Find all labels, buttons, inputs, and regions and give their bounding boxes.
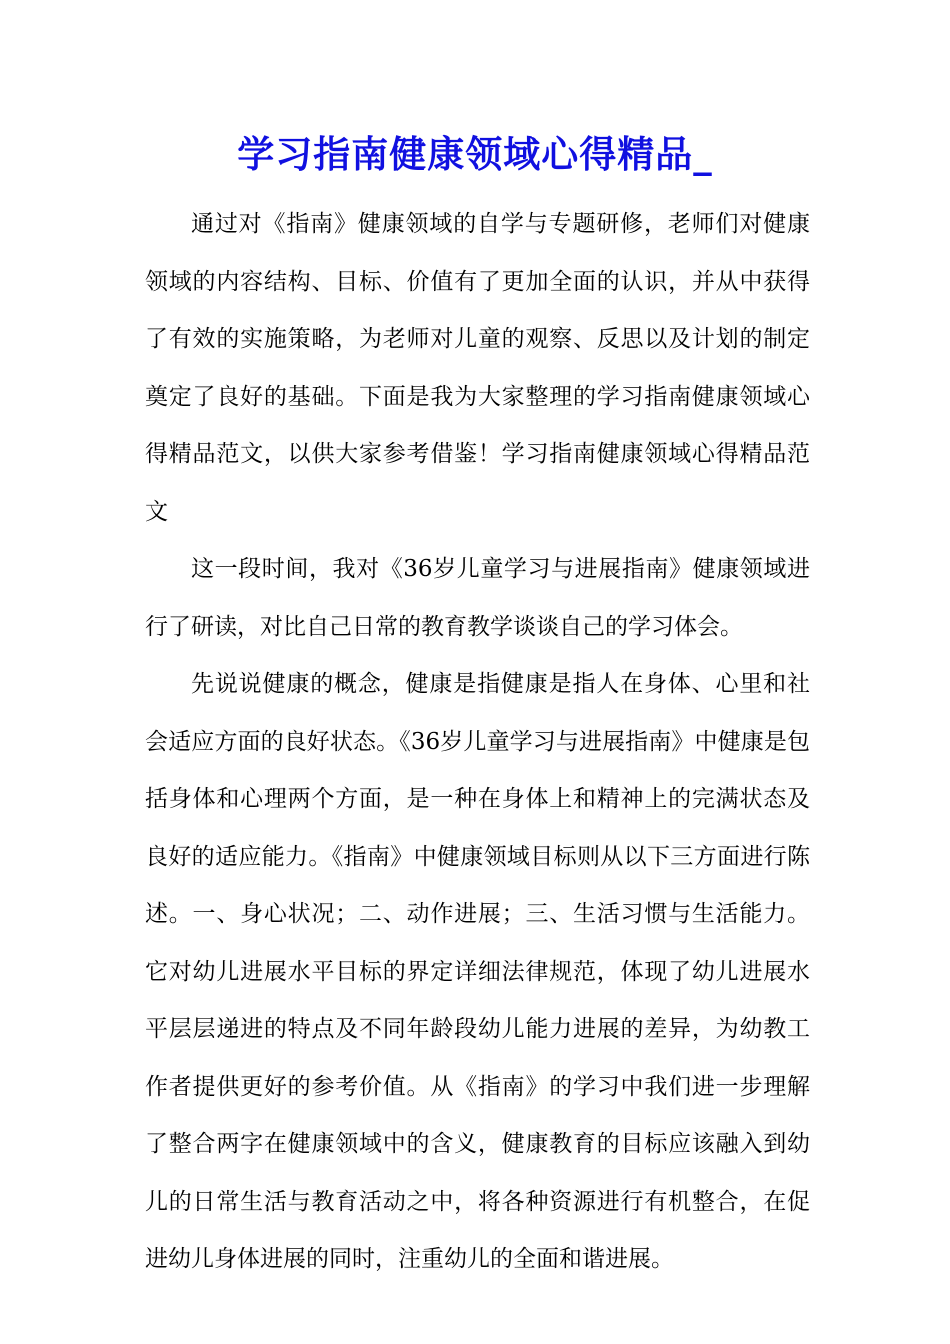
document-body — [145, 196, 810, 1289]
paragraph-health-concept: 先说说健康的概念，健康是指健康是指人在身体、心里和社会适应方面的良好状态。《36岁儿童学习与进展指南》中健康是包括身体和心理两个方面，是一种在身体上和精神上的完满状态及良好的适应能力。《指南》中健康领域目标则从以下三方面进行陈述。一、身心状况；二、动作进展；三、生活习惯与生活能力。它对幼儿进展水平目标的界定详细法律规范，体现了幼儿进展水平层层递进的特点及不同年龄段幼儿能力进展的差异，为幼教工作者提供更好的参考价值。从《指南》的学习中我们进一步理解了整合两字在健康领域中的含义，健康教育的目标应该融入到幼儿的日常生活与教育活动之中，将各种资源进行有机整合，在促进幼儿身体进展的同时，注重幼儿的全面和谐进展。 — [145, 671, 810, 1272]
document-title: 学习指南健康领域心得精品_ — [237, 132, 713, 176]
paragraph-study: 这一段时间，我对《36岁儿童学习与进展指南》健康领域进行了研读，对比自己日常的教育教学谈谈自己的学习体会。 — [145, 556, 810, 640]
paragraph-intro: 通过对《指南》健康领域的自学与专题研修，老师们对健康领域的内容结构、目标、价值有了更加全面的认识，并从中获得了有效的实施策略，为老师对儿童的观察、反思以及计划的制定奠定了良好的基础。下面是我为大家整理的学习指南健康领域心得精品范文，以供大家参考借鉴！学习指南健康领域心得精品范文 — [145, 211, 810, 525]
